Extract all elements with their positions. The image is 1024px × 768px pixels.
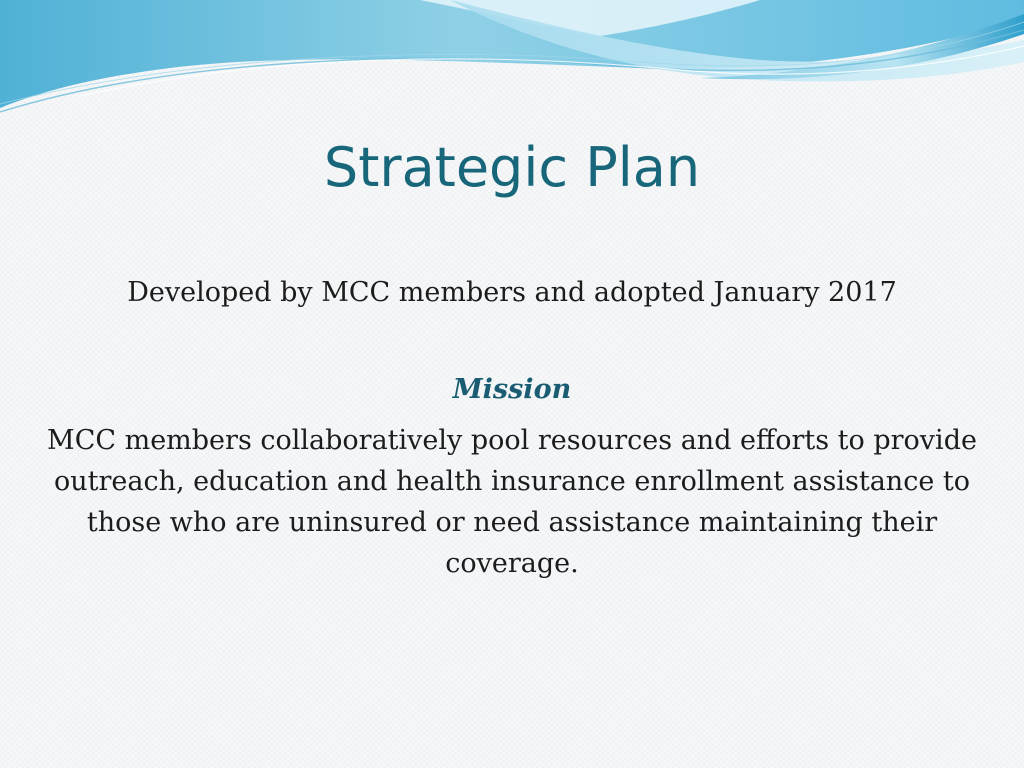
slide-title: Strategic Plan — [323, 136, 701, 199]
header-wave-decoration — [0, 0, 1024, 130]
mission-statement: MCC members collaboratively pool resources and efforts to provide outreach, education and health insurance enrollment assistance to those who are uninsured or need assistance maintaining their coverage. — [47, 425, 977, 579]
mission-heading: Mission — [452, 374, 572, 405]
slide-subtitle: Developed by MCC members and adopted January 2017 — [127, 277, 897, 308]
